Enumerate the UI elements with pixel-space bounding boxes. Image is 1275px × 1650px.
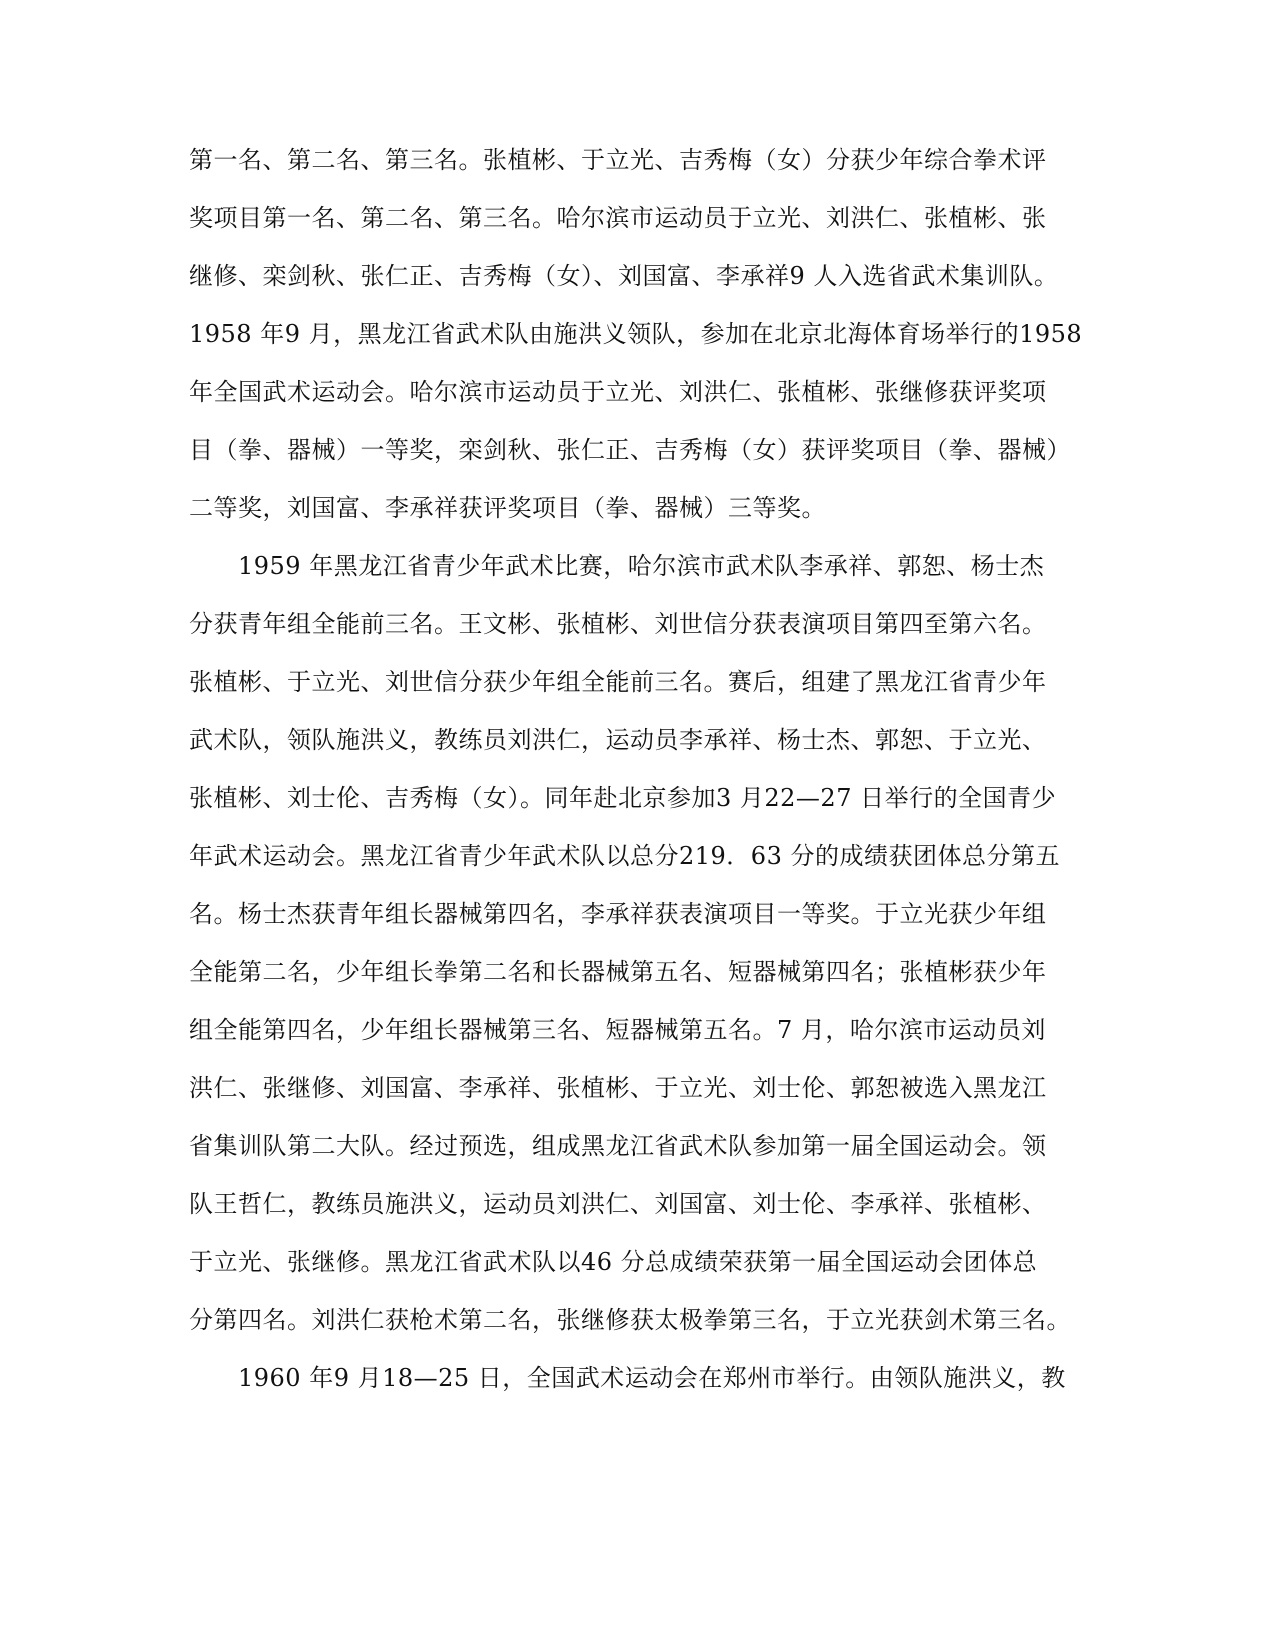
text-line: 分第四名。刘洪仁获枪术第二名，张继修获太极拳第三名，于立光获剑术第三名。	[189, 1306, 1071, 1334]
text-line: 第一名、第二名、第三名。张植彬、于立光、吉秀梅（女）分获少年综合拳术评	[189, 146, 1047, 174]
text-line: 年武术运动会。黑龙江省青少年武术队以总分219．63 分的成绩获团体总分第五	[189, 842, 1060, 870]
paragraph-start-line: 1959 年黑龙江省青少年武术比赛，哈尔滨市武术队李承祥、郭恕、杨士杰	[238, 552, 1045, 580]
text-line: 1958 年9 月，黑龙江省武术队由施洪义领队，参加在北京北海体育场举行的1958	[189, 320, 1083, 348]
text-line: 全能第二名，少年组长拳第二名和长器械第五名、短器械第四名；张植彬获少年	[189, 958, 1047, 986]
text-line: 省集训队第二大队。经过预选，组成黑龙江省武术队参加第一届全国运动会。领	[189, 1132, 1047, 1160]
text-line: 于立光、张继修。黑龙江省武术队以46 分总成绩荣获第一届全国运动会团体总	[189, 1248, 1038, 1276]
text-line: 洪仁、张继修、刘国富、李承祥、张植彬、于立光、刘士伦、郭恕被选入黑龙江	[189, 1074, 1047, 1102]
text-line: 目（拳、器械）一等奖，栾剑秋、张仁正、吉秀梅（女）获评奖项目（拳、器械）	[189, 436, 1071, 464]
text-line: 二等奖，刘国富、李承祥获评奖项目（拳、器械）三等奖。	[189, 494, 826, 522]
text-line: 名。杨士杰获青年组长器械第四名，李承祥获表演项目一等奖。于立光获少年组	[189, 900, 1047, 928]
text-line: 分获青年组全能前三名。王文彬、张植彬、刘世信分获表演项目第四至第六名。	[189, 610, 1047, 638]
text-line: 队王哲仁，教练员施洪义，运动员刘洪仁、刘国富、刘士伦、李承祥、张植彬、	[189, 1190, 1047, 1218]
text-line: 张植彬、刘士伦、吉秀梅（女）。同年赴北京参加3 月22—27 日举行的全国青少	[189, 784, 1057, 812]
text-line: 年全国武术运动会。哈尔滨市运动员于立光、刘洪仁、张植彬、张继修获评奖项	[189, 378, 1047, 406]
paragraph-start-line: 1960 年9 月18—25 日，全国武术运动会在郑州市举行。由领队施洪义，教	[238, 1364, 1066, 1392]
text-line: 继修、栾剑秋、张仁正、吉秀梅（女）、刘国富、李承祥9 人入选省武术集训队。	[189, 262, 1059, 290]
text-line: 奖项目第一名、第二名、第三名。哈尔滨市运动员于立光、刘洪仁、张植彬、张	[189, 204, 1047, 232]
text-line: 武术队，领队施洪义，教练员刘洪仁，运动员李承祥、杨士杰、郭恕、于立光、	[189, 726, 1047, 754]
text-line: 组全能第四名，少年组长器械第三名、短器械第五名。7 月，哈尔滨市运动员刘	[189, 1016, 1046, 1044]
text-line: 张植彬、于立光、刘世信分获少年组全能前三名。赛后，组建了黑龙江省青少年	[189, 668, 1047, 696]
